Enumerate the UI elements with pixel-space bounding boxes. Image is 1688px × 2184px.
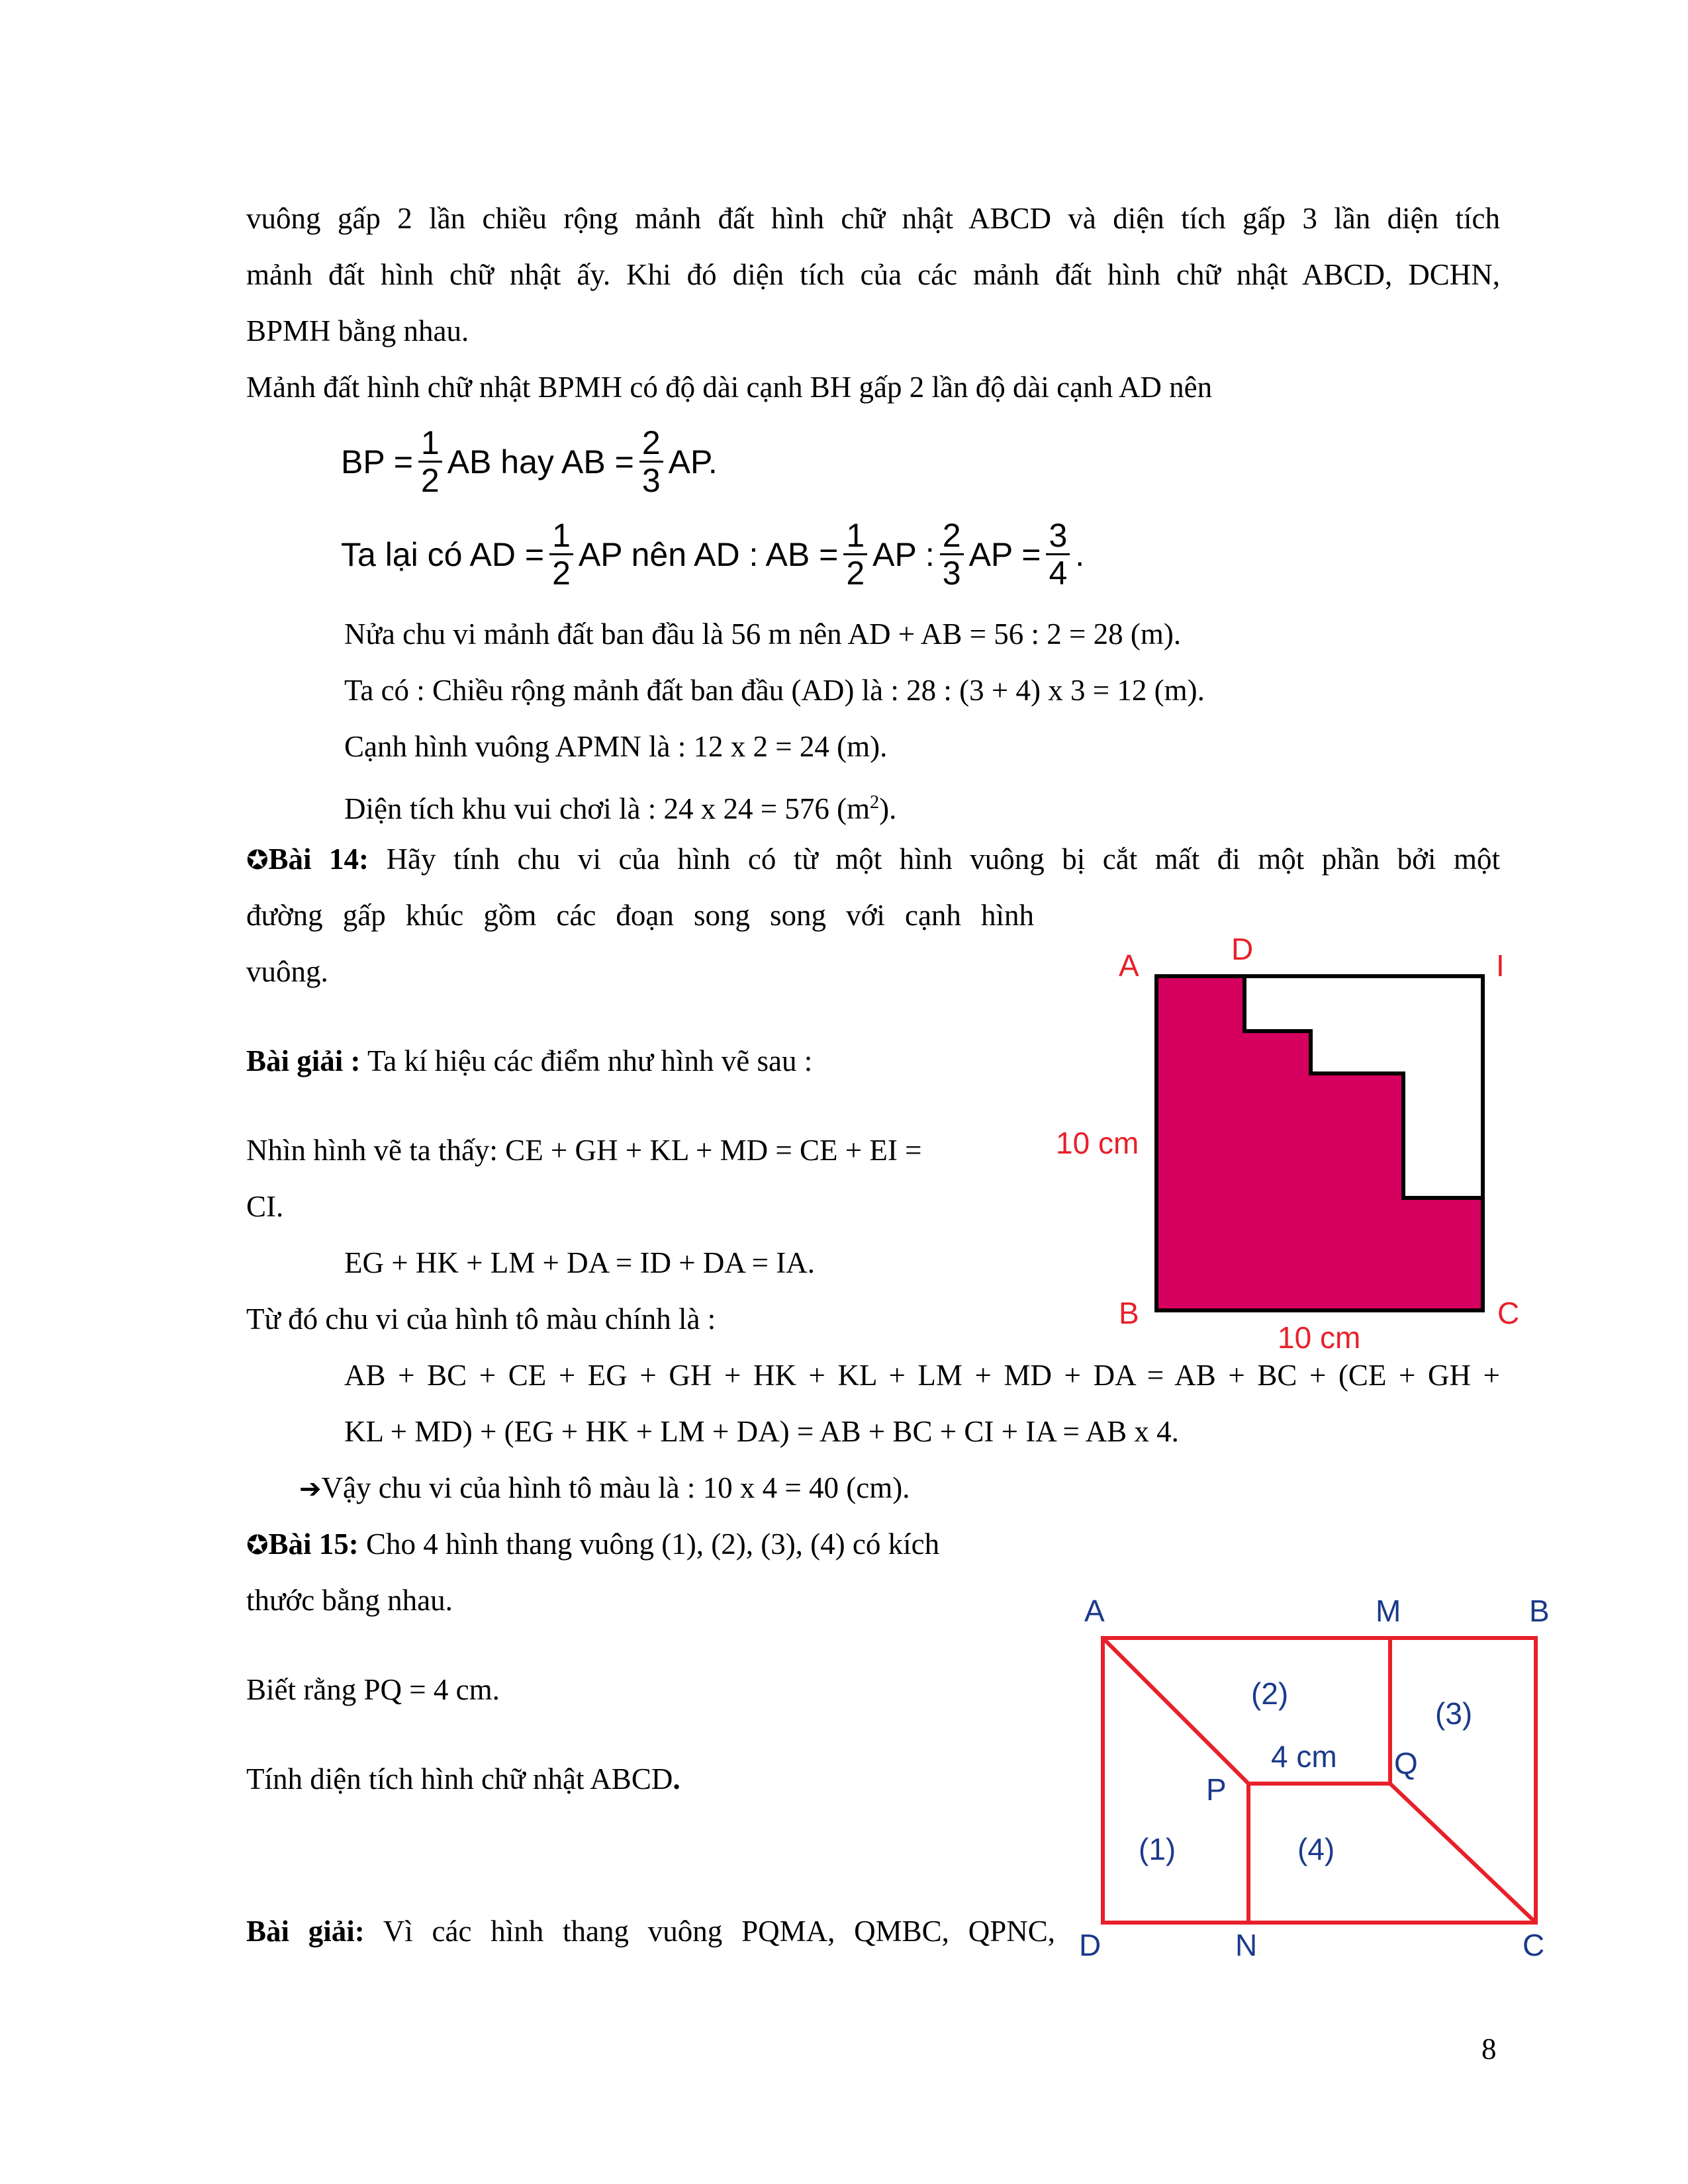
bai14-solution-title: Bài giải : bbox=[246, 1044, 361, 1077]
label-a: A bbox=[1084, 1594, 1105, 1628]
bai14-perimeter-line2: KL + MD) + (EG + HK + LM + DA) = AB + BC + CI + IA = AB x 4. bbox=[344, 1415, 1179, 1448]
bai15-text1: Cho 4 hình thang vuông (1), (2), (3), (4) có kích bbox=[366, 1527, 940, 1561]
bai14-observation-line1: Nhìn hình vẽ ta thấy: CE + GH + KL + MD = CE + EI = bbox=[246, 1134, 922, 1167]
bai15-title: Bài 15: bbox=[268, 1527, 359, 1561]
formula1-lhs: BP = bbox=[341, 443, 413, 480]
region-2-label: (2) bbox=[1251, 1676, 1289, 1711]
bai14-line3: vuông. bbox=[246, 955, 328, 988]
para1-line1: vuông gấp 2 lần chiều rộng mảnh đất hình chữ nhật ABCD và diện tích gấp 3 lần diện tích bbox=[246, 202, 1500, 235]
fraction-den: 2 bbox=[846, 555, 865, 592]
side-left-label: 10 cm bbox=[1056, 1126, 1139, 1160]
bai14-figure bbox=[1033, 927, 1536, 1363]
fraction-den: 3 bbox=[942, 555, 961, 592]
step-square-side: Cạnh hình vuông APMN là : 12 x 2 = 24 (m). bbox=[344, 730, 888, 763]
step-area-text: Diện tích khu vui chơi là : 24 x 24 = 576 (m bbox=[344, 792, 870, 825]
formula2-mid1: AP nên AD : AB = bbox=[578, 535, 839, 573]
label-c: C bbox=[1523, 1928, 1545, 1962]
bai14-text1: Hãy tính chu vi của hình có từ một hình vuông bị cắt mất đi một phần bởi một bbox=[386, 842, 1500, 876]
bai14-conclusion-text: Vậy chu vi của hình tô màu là : 10 x 4 = 40 (cm). bbox=[321, 1471, 910, 1504]
para1-line2: mảnh đất hình chữ nhật ấy. Khi đó diện tích của các mảnh đất hình chữ nhật ABCD, DCHN, bbox=[246, 258, 1500, 291]
fraction-num: 3 bbox=[1046, 518, 1070, 555]
step-width: Ta có : Chiều rộng mảnh đất ban đầu (AD) là : 28 : (3 + 4) x 3 = 12 (m). bbox=[344, 674, 1205, 707]
region-3-label: (3) bbox=[1435, 1696, 1473, 1731]
bai14-observation-line3: EG + HK + LM + DA = ID + DA = IA. bbox=[344, 1246, 815, 1279]
bai14-perimeter-line1: AB + BC + CE + EG + GH + HK + KL + LM + MD + DA = AB + BC + (CE + GH + bbox=[344, 1359, 1500, 1392]
bai14-title: Bài 14: bbox=[268, 842, 369, 876]
fraction-den: 2 bbox=[420, 462, 440, 499]
shaded-region bbox=[1156, 976, 1483, 1310]
formula2-mid2: AP : bbox=[872, 535, 935, 573]
label-b: B bbox=[1119, 1296, 1139, 1330]
fraction-num: 1 bbox=[549, 518, 573, 555]
bai15-line2: thước bằng nhau. bbox=[246, 1584, 453, 1617]
bai15-task-dot: . bbox=[673, 1762, 680, 1796]
bai15-task-text: Tính diện tích hình chữ nhật ABCD bbox=[246, 1762, 673, 1796]
bai15-task bbox=[246, 1759, 680, 1799]
fraction bbox=[549, 518, 573, 591]
label-c: C bbox=[1497, 1296, 1520, 1330]
bai15-solution-text: Vì các hình thang vuông PQMA, QMBC, QPNC, bbox=[383, 1915, 1055, 1948]
fraction bbox=[940, 518, 964, 591]
fraction bbox=[1046, 518, 1070, 591]
rectangle-abcd bbox=[1103, 1638, 1536, 1923]
bai15-solution bbox=[246, 1911, 1055, 1951]
label-a: A bbox=[1119, 948, 1139, 983]
label-i: I bbox=[1496, 948, 1505, 983]
bai14-line1 bbox=[246, 839, 1500, 880]
formula2-mid3: AP = bbox=[968, 535, 1041, 573]
label-q: Q bbox=[1394, 1746, 1418, 1780]
fraction bbox=[639, 425, 663, 498]
bai15-given: Biết rằng PQ = 4 cm. bbox=[246, 1673, 500, 1706]
label-p: P bbox=[1206, 1772, 1227, 1807]
label-m: M bbox=[1376, 1594, 1401, 1628]
label-d: D bbox=[1079, 1928, 1102, 1962]
bai15-figure bbox=[1059, 1582, 1589, 1979]
bai15-line1 bbox=[246, 1524, 939, 1565]
step-area bbox=[344, 783, 896, 829]
step-area-sup: 2 bbox=[870, 792, 880, 813]
bai14-solution bbox=[246, 1041, 812, 1081]
formula-ad-ab bbox=[341, 513, 1084, 596]
label-b: B bbox=[1529, 1594, 1550, 1628]
fraction-num: 1 bbox=[843, 518, 867, 555]
step-area-end: ). bbox=[879, 792, 897, 825]
segment-qc bbox=[1390, 1784, 1536, 1923]
bai14-observation-line2: CI. bbox=[246, 1190, 284, 1223]
label-n: N bbox=[1235, 1928, 1258, 1962]
fraction bbox=[418, 425, 442, 498]
fraction-den: 3 bbox=[641, 462, 661, 499]
star-icon: ✪ bbox=[246, 1530, 269, 1561]
formula2-end: . bbox=[1075, 535, 1085, 573]
fraction-den: 2 bbox=[552, 555, 571, 592]
formula-bp bbox=[341, 420, 718, 503]
side-bottom-label: 10 cm bbox=[1278, 1320, 1361, 1355]
pq-length-label: 4 cm bbox=[1271, 1739, 1337, 1774]
bai14-solution-text: Ta kí hiệu các điểm như hình vẽ sau : bbox=[367, 1044, 813, 1077]
fraction-num: 2 bbox=[639, 425, 663, 463]
para1-line3: BPMH bằng nhau. bbox=[246, 314, 469, 347]
para2: Mảnh đất hình chữ nhật BPMH có độ dài cạnh BH gấp 2 lần độ dài cạnh AD nên bbox=[246, 371, 1213, 404]
formula1-end: AP. bbox=[668, 443, 718, 480]
bai14-conclusion bbox=[299, 1468, 910, 1509]
bai14-line2: đường gấp khúc gồm các đoạn song song với cạnh hình bbox=[246, 899, 1034, 932]
fraction bbox=[843, 518, 867, 591]
label-d: D bbox=[1231, 932, 1254, 966]
formula2-lhs: Ta lại có AD = bbox=[341, 535, 545, 573]
step-half-perimeter: Nửa chu vi mảnh đất ban đầu là 56 m nên AD + AB = 56 : 2 = 28 (m). bbox=[344, 617, 1182, 651]
region-1-label: (1) bbox=[1139, 1832, 1176, 1866]
arrow-right-icon: ➔ bbox=[299, 1474, 322, 1504]
fraction-num: 2 bbox=[940, 518, 964, 555]
fraction-den: 4 bbox=[1049, 555, 1068, 592]
fraction-num: 1 bbox=[418, 425, 442, 463]
formula1-mid: AB hay AB = bbox=[447, 443, 634, 480]
bai14-perimeter-intro: Từ đó chu vi của hình tô màu chính là : bbox=[246, 1302, 716, 1336]
region-4-label: (4) bbox=[1297, 1832, 1335, 1866]
bai15-solution-title: Bài giải: bbox=[246, 1915, 365, 1948]
segment-ap bbox=[1103, 1638, 1248, 1784]
page-number: 8 bbox=[1481, 2032, 1497, 2066]
star-icon: ✪ bbox=[246, 845, 269, 876]
